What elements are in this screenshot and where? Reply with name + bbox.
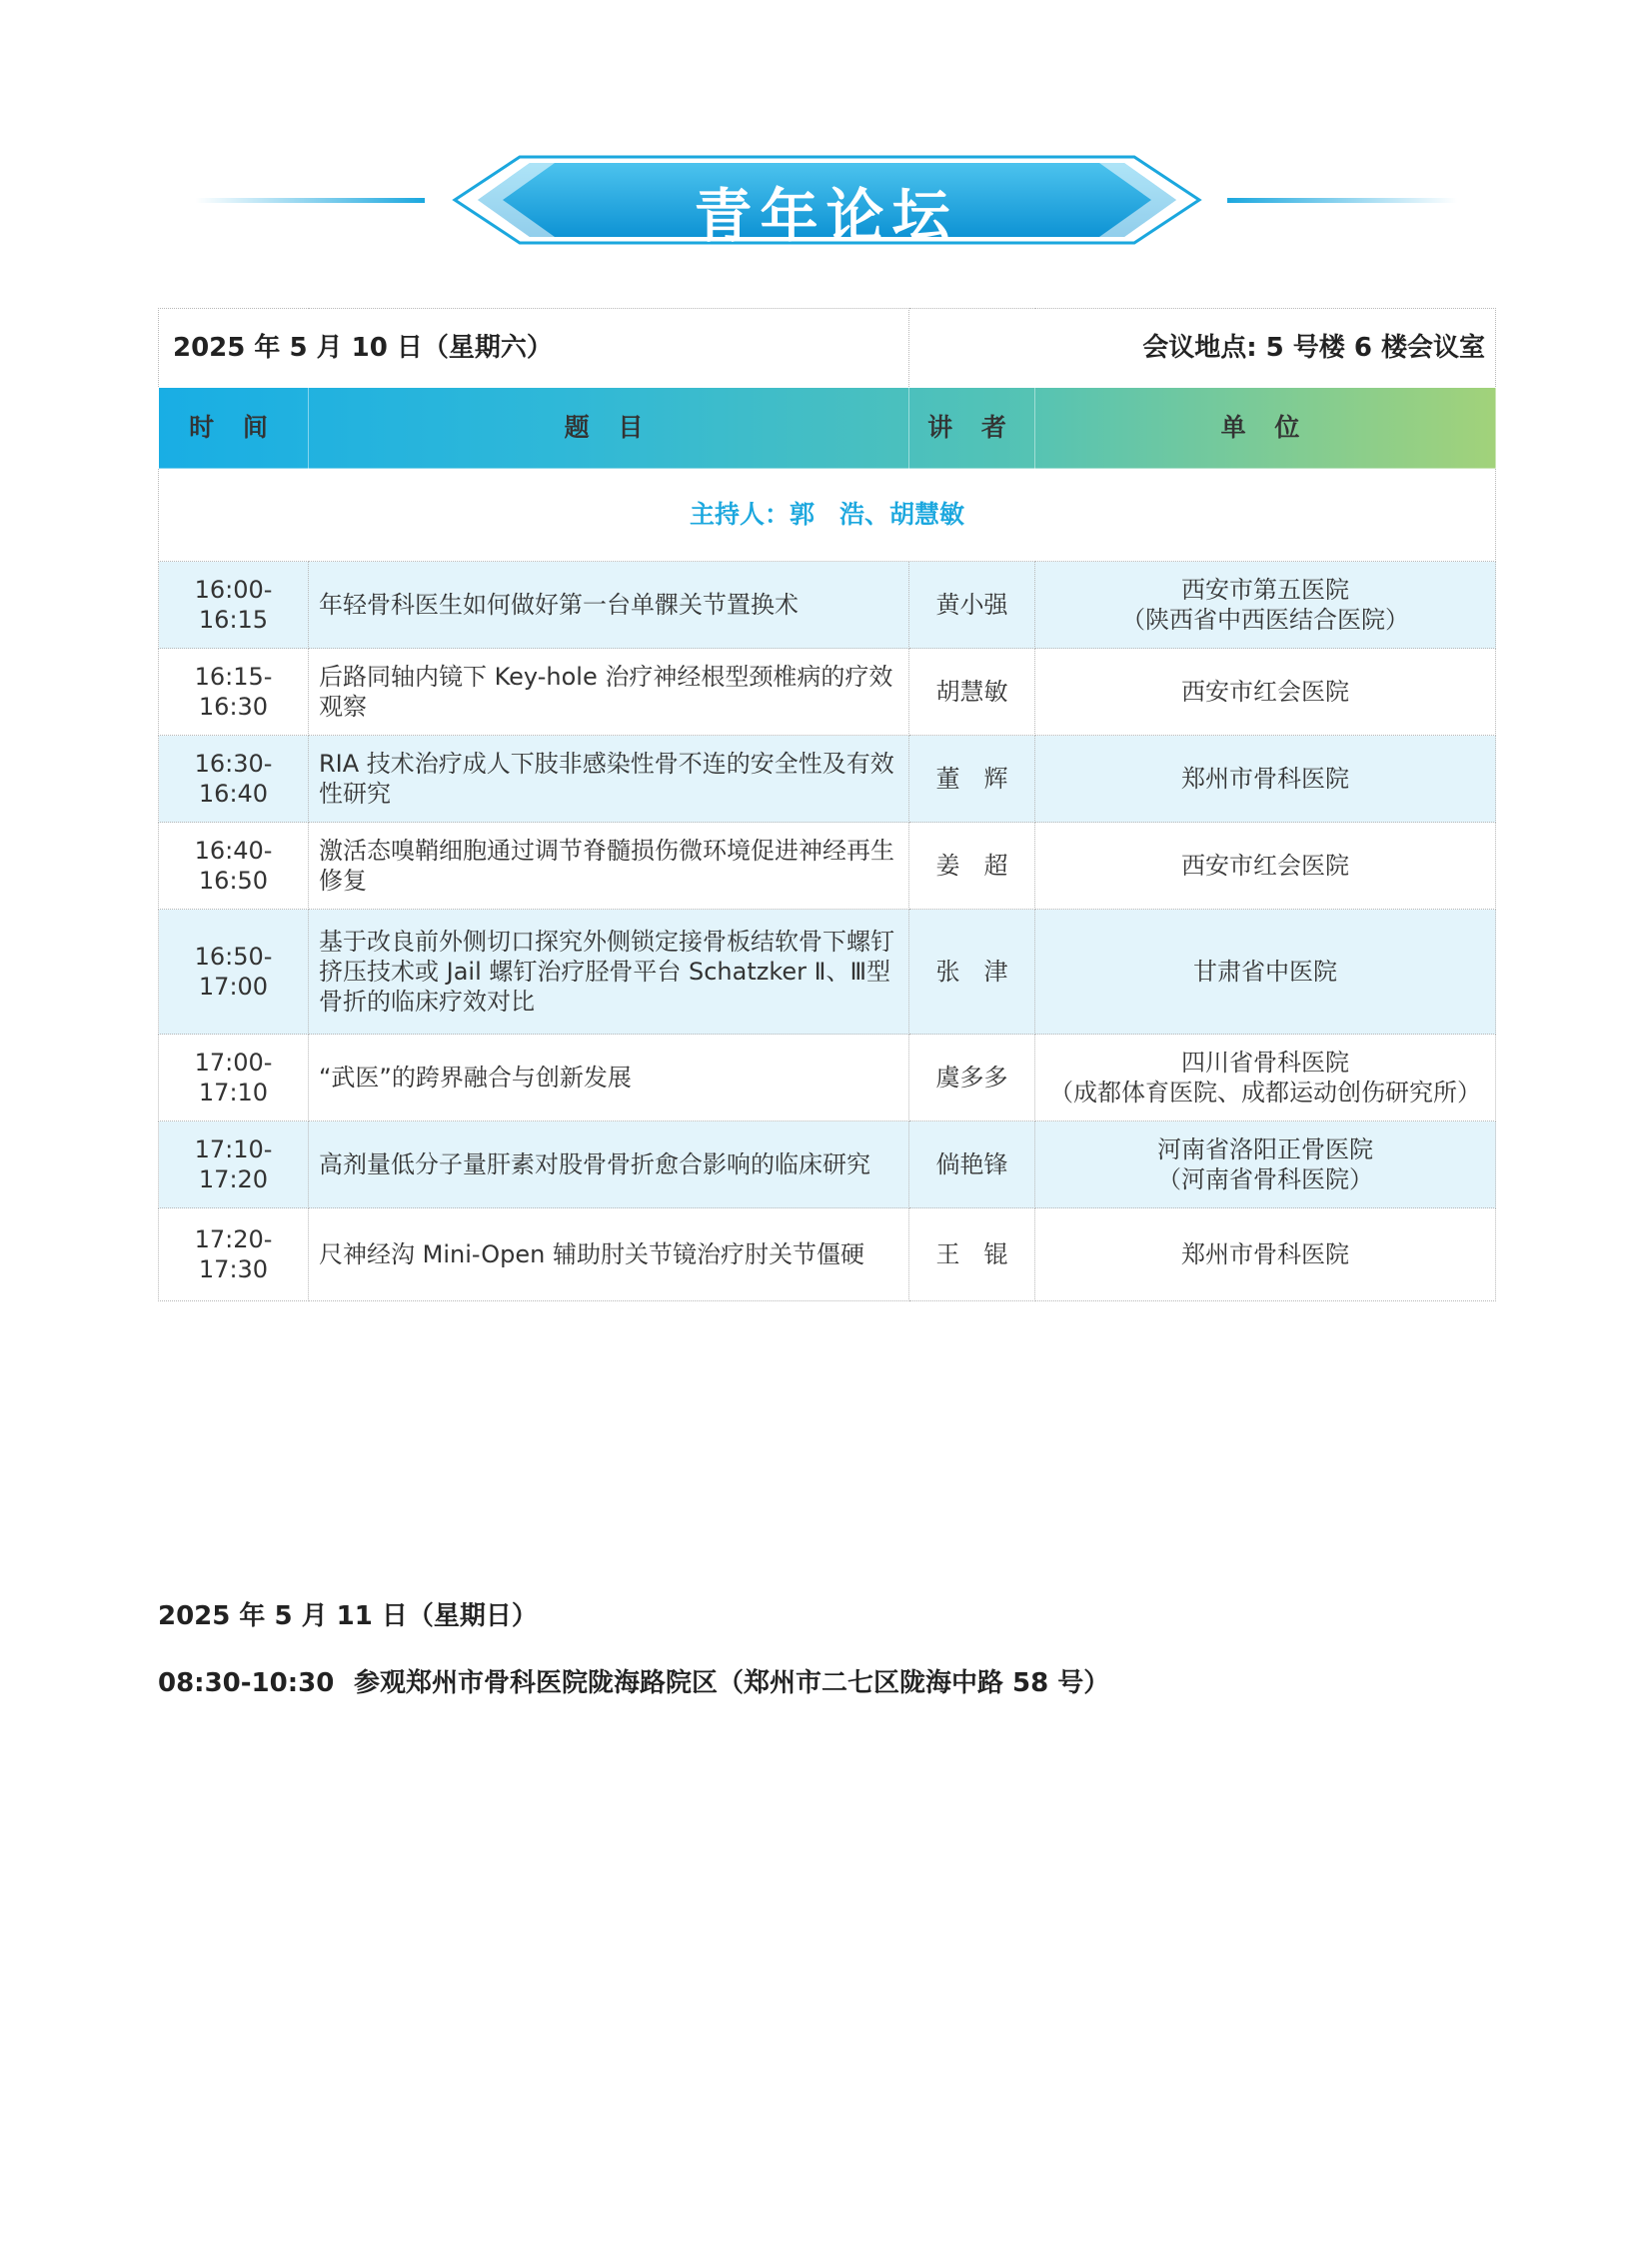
row-speaker: 姜 超: [909, 823, 1035, 910]
day2-time: 08:30-10:30: [158, 1668, 335, 1698]
unit-line: 河南省洛阳正骨医院: [1157, 1135, 1373, 1163]
row-topic: 激活态嗅鞘细胞通过调节脊髓损伤微环境促进神经再生修复: [309, 823, 909, 910]
unit-line: 西安市红会医院: [1181, 852, 1349, 880]
table-header: [159, 388, 1496, 469]
header-topic: 题 目: [309, 388, 909, 469]
venue: 会议地点: 5 号楼 6 楼会议室: [909, 309, 1496, 388]
date-row: [159, 309, 1496, 388]
banner-title: 青年论坛: [694, 182, 958, 250]
day2-activity: 参观郑州市骨科医院陇海路院区（郑州市二七区陇海中路 58 号）: [354, 1668, 1110, 1698]
unit-line: （河南省骨科医院）: [1157, 1165, 1373, 1193]
table-row: [159, 1035, 1496, 1122]
row-topic: 年轻骨科医生如何做好第一台单髁关节置换术: [309, 562, 909, 649]
day2-date: 2025 年 5 月 11 日（星期日）: [158, 1601, 538, 1631]
row-unit: [1035, 1122, 1496, 1208]
unit-line: 西安市第五医院: [1181, 576, 1349, 604]
row-speaker: 倘艳锋: [909, 1122, 1035, 1208]
header-unit: 单 位: [1035, 388, 1496, 469]
unit-line: 甘肃省中医院: [1193, 958, 1337, 986]
host-row: [159, 469, 1496, 562]
row-time: 16:00-16:15: [159, 562, 309, 649]
row-unit: [1035, 736, 1496, 823]
row-topic: 高剂量低分子量肝素对股骨骨折愈合影响的临床研究: [309, 1122, 909, 1208]
row-speaker: 董 辉: [909, 736, 1035, 823]
row-time: 17:20-17:30: [159, 1208, 309, 1301]
row-unit: [1035, 1208, 1496, 1301]
row-speaker: 张 津: [909, 910, 1035, 1035]
row-speaker: 黄小强: [909, 562, 1035, 649]
row-topic: 尺神经沟 Mini-Open 辅助肘关节镜治疗肘关节僵硬: [309, 1208, 909, 1301]
table-row: [159, 562, 1496, 649]
unit-line: 郑州市骨科医院: [1181, 1240, 1349, 1268]
day1-date: 2025 年 5 月 10 日（星期六）: [159, 309, 909, 388]
row-speaker: 虞多多: [909, 1035, 1035, 1122]
row-time: 17:00-17:10: [159, 1035, 309, 1122]
unit-line: 西安市红会医院: [1181, 678, 1349, 706]
row-speaker: 王 锟: [909, 1208, 1035, 1301]
unit-line: 四川省骨科医院: [1181, 1049, 1349, 1077]
row-time: 16:40-16:50: [159, 823, 309, 910]
row-topic: RIA 技术治疗成人下肢非感染性骨不连的安全性及有效性研究: [309, 736, 909, 823]
table-row: [159, 910, 1496, 1035]
row-time: 16:30-16:40: [159, 736, 309, 823]
row-time: 16:15-16:30: [159, 649, 309, 736]
row-speaker: 胡慧敏: [909, 649, 1035, 736]
header-time: 时 间: [159, 388, 309, 469]
row-unit: [1035, 1035, 1496, 1122]
row-unit: [1035, 562, 1496, 649]
row-topic: “武医”的跨界融合与创新发展: [309, 1035, 909, 1122]
row-unit: [1035, 910, 1496, 1035]
unit-line: 郑州市骨科医院: [1181, 765, 1349, 793]
unit-line: （陕西省中西医结合医院）: [1121, 606, 1409, 634]
table-row: [159, 736, 1496, 823]
day2-schedule-line: [158, 1662, 1109, 1699]
row-topic: 后路同轴内镜下 Key-hole 治疗神经根型颈椎病的疗效观察: [309, 649, 909, 736]
row-time: 16:50-17:00: [159, 910, 309, 1035]
table-row: [159, 823, 1496, 910]
row-time: 17:10-17:20: [159, 1122, 309, 1208]
row-topic: 基于改良前外侧切口探究外侧锁定接骨板结软骨下螺钉挤压技术或 Jail 螺钉治疗胫骨平台 Schatzker Ⅱ、Ⅲ型骨折的临床疗效对比: [309, 910, 909, 1035]
row-unit: [1035, 649, 1496, 736]
row-unit: [1035, 823, 1496, 910]
host: 主持人：郭 浩、胡慧敏: [159, 469, 1496, 562]
table-row: [159, 1122, 1496, 1208]
section-banner: [0, 155, 1652, 250]
table-row: [159, 649, 1496, 736]
header-speaker: 讲 者: [909, 388, 1035, 469]
table-row: [159, 1208, 1496, 1301]
unit-line: （成都体育医院、成都运动创伤研究所）: [1049, 1079, 1481, 1107]
schedule-table: [158, 308, 1496, 1301]
